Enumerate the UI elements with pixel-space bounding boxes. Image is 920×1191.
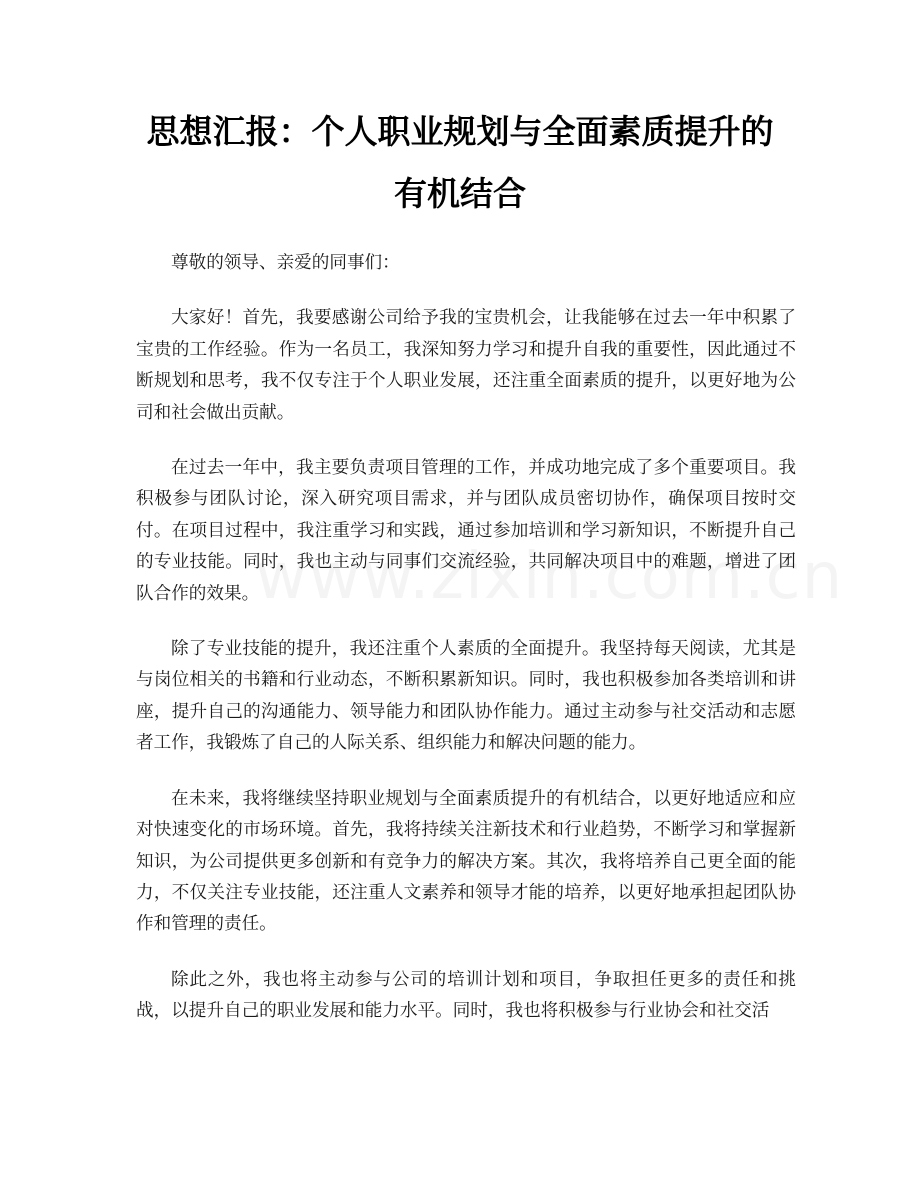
paragraph-4: 在未来，我将继续坚持职业规划与全面素质提升的有机结合，以更好地适应和应对快速变化的市场环境。首先，我将持续关注新技术和行业趋势，不断学习和掌握新知识，为公司提供更多创新和有竞争力的解决方案。其次，我将培养自己更全面的能力，不仅关注专业技能，还注重人文素养和领导才能的培养，以更好地承担起团队协作和管理的责任。 <box>136 788 796 935</box>
document-body <box>136 248 796 1052</box>
paragraph-2: 在过去一年中，我主要负责项目管理的工作，并成功地完成了多个重要项目。我积极参与团队讨论，深入研究项目需求，并与团队成员密切协作，确保项目按时交付。在项目过程中，我注重学习和实践，通过参加培训和学习新知识，不断提升自己的专业技能。同时，我也主动与同事们交流经验，共同解决项目中的难题，增进了团队合作的效果。 <box>136 458 796 604</box>
paragraph-5: 除此之外，我也将主动参与公司的培训计划和项目，争取担任更多的责任和挑战，以提升自己的职业发展和能力水平。同时，我也将积极参与行业协会和社交活 <box>136 969 796 1022</box>
document-title-line-2: 有机结合 <box>394 174 526 213</box>
document-title-line-1: 思想汇报：个人职业规划与全面素质提升的 <box>146 112 774 151</box>
salutation: 尊敬的领导、亲爱的同事们： <box>171 253 400 273</box>
paragraph-1: 大家好！首先，我要感谢公司给予我的宝贵机会，让我能够在过去一年中积累了宝贵的工作经验。作为一名员工，我深知努力学习和提升自我的重要性，因此通过不断规划和思考，我不仅专注于个人职业发展，还注重全面素质的提升，以更好地为公司和社会做出贡献。 <box>136 308 796 423</box>
paragraph-3: 除了专业技能的提升，我还注重个人素质的全面提升。我坚持每天阅读，尤其是与岗位相关的书籍和行业动态，不断积累新知识。同时，我也积极参加各类培训和讲座，提升自己的沟通能力、领导能力和团队协作能力。通过主动参与社交活动和志愿者工作，我锻炼了自己的人际关系、组织能力和解决问题的能力。 <box>136 639 796 754</box>
